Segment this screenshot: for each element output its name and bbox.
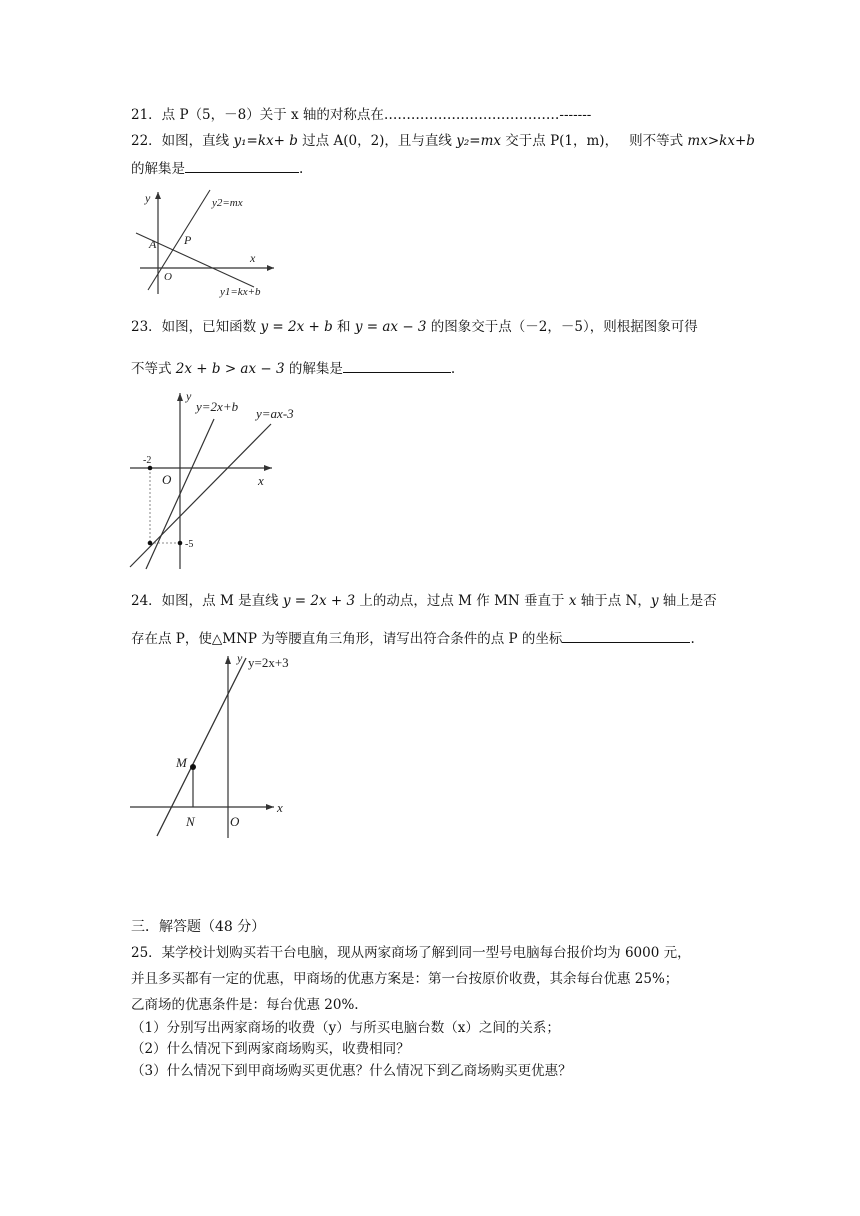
q23-line2: [131, 358, 455, 378]
q23-y-label: y: [186, 389, 192, 403]
q22-inequality: mx>kx+b: [687, 133, 755, 149]
q22-period: .: [299, 161, 304, 177]
q25-subquestion-1: （1）分别写出两家商场的收费（y）与所买电脑台数（x）之间的关系；: [131, 1020, 560, 1036]
q23-period: .: [450, 361, 456, 377]
q22-line1: [131, 132, 755, 150]
q24-text-b: 上的动点，过点 M 作 MN 垂直于: [355, 593, 569, 609]
q24-answer-label: 存在点 P，使△MNP 为等腰直角三角形，请写出符合条件的点 P 的坐标: [131, 631, 563, 647]
q24-origin-label: O: [230, 814, 240, 829]
q22-text-c: 交于点 P(1，m)， 则不等式: [500, 133, 688, 149]
q25-line1: 25．某学校计划购买若干台电脑，现从两家商场了解到同一型号电脑每台报价均为 6000 元，: [131, 945, 691, 961]
q24-text-d: 轴上是否: [658, 593, 717, 609]
q23-line1-label: y=2x+b: [196, 399, 239, 414]
q23-text-b: 和: [332, 319, 355, 335]
q24-line2: [131, 628, 695, 648]
q24-y-label: y: [237, 651, 243, 665]
section-3-heading: 三．解答题（48 分）: [131, 919, 266, 935]
q24-figure: [130, 650, 305, 840]
q23-tick-minus5: -5: [185, 539, 194, 550]
q24-y-var: y: [650, 593, 659, 609]
q22-answer-label: 的解集是: [131, 161, 185, 177]
q23-tick-minus2: -2: [143, 455, 152, 466]
q22-text-a: 22．如图，直线: [131, 133, 234, 149]
q23-x-label: x: [258, 473, 264, 488]
q25-line3: 乙商场的优惠条件是：每台优惠 20%.: [131, 997, 359, 1013]
q22-answer-blank[interactable]: [185, 158, 299, 173]
q23-origin-label: O: [162, 472, 172, 487]
q23-eq2: y = ax − 3: [354, 319, 427, 335]
q23-figure: [126, 389, 294, 571]
q24-point-N: N: [186, 814, 195, 829]
q23-answer-blank[interactable]: [343, 358, 451, 373]
q23-eq1: y = 2x + b: [260, 319, 333, 335]
q23-line2-label: y=ax-3: [256, 406, 294, 421]
q22-line-y2-label: y2=mx: [212, 197, 243, 209]
q24-text-a: 24．如图，点 M 是直线: [131, 593, 283, 609]
q24-x-label: x: [277, 800, 283, 815]
q23-text-a: 23．如图，已知函数: [131, 319, 261, 335]
q24-x-var: x: [568, 593, 577, 609]
q22-figure: [132, 186, 282, 301]
q25-line2: 并且多买都有一定的优惠，甲商场的优惠方案是：第一台按原价收费，其余每台优惠 25%；: [131, 971, 679, 987]
q23-inequality: 2x + b > ax − 3: [175, 361, 285, 377]
q23-answer-label: 的解集是: [284, 361, 343, 377]
q22-origin-label: O: [164, 271, 172, 283]
q24-period: .: [690, 631, 695, 647]
q23-text-d: 不等式: [131, 361, 176, 377]
q22-text-b: 过点 A(0，2)，且与直线: [297, 133, 457, 149]
q24-line1: [131, 592, 717, 610]
q22-line-y1-label: y1=kx+b: [220, 286, 261, 298]
q22-eq1: y₁=kx+ b: [233, 133, 298, 149]
q25-subquestion-2: （2）什么情况下到两家商场购买，收费相同？: [131, 1041, 410, 1057]
q22-y-label: y: [145, 191, 151, 205]
q21-text: 21．点 P（5，－8）关于 x 轴的对称点在…………………………………-------: [131, 107, 592, 123]
q23-line1: [131, 318, 698, 336]
q25-subquestion-3: （3）什么情况下到甲商场购买更优惠？什么情况下到乙商场购买更优惠？: [131, 1063, 572, 1079]
q24-answer-blank[interactable]: [562, 628, 690, 643]
q23-text-c: 的图象交于点（－2，－5），则根据图象可得: [426, 319, 698, 335]
q24-line-label: y=2x+3: [248, 655, 289, 670]
q22-line2: [131, 158, 303, 178]
q22-point-A: A: [149, 237, 157, 251]
q22-point-P: P: [184, 233, 192, 247]
q22-eq2: y₂=mx: [456, 133, 501, 149]
q22-x-label: x: [250, 251, 256, 265]
q24-point-M: M: [176, 755, 187, 770]
q24-eq: y = 2x + 3: [282, 593, 356, 609]
q24-text-c: 轴于点 N，: [576, 593, 651, 609]
